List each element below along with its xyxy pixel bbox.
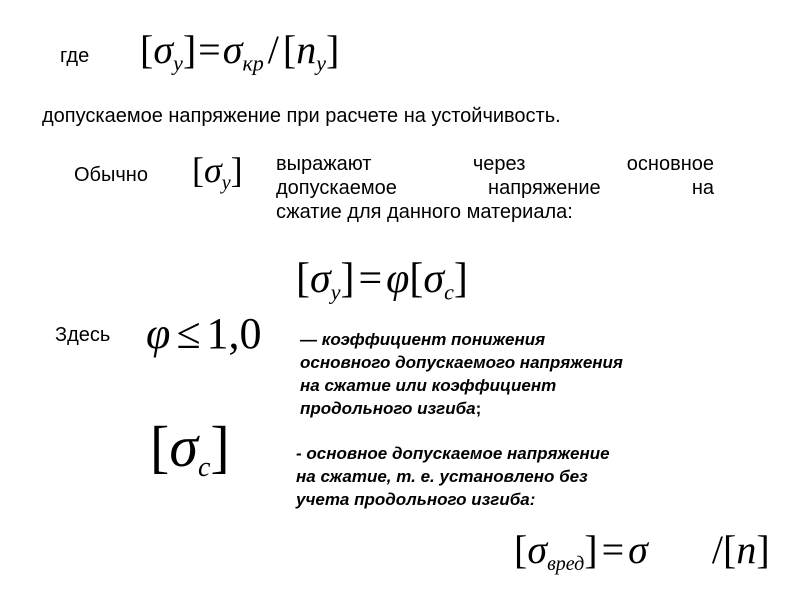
bracket-close: ] — [182, 27, 197, 72]
sigma-symbol: σ — [169, 414, 198, 479]
sigma-symbol: σ — [628, 527, 648, 572]
bracket-close: ] — [584, 527, 598, 572]
formula-allowable-stability — [140, 27, 340, 76]
where-label: где — [60, 45, 90, 67]
sigma-symbol: σ — [153, 27, 174, 72]
bracket-close: ] — [756, 527, 770, 572]
equals-sign: = — [358, 256, 383, 302]
bracket-open: [ — [514, 527, 528, 572]
formula-harmful-stress — [514, 527, 770, 575]
n-symbol: n — [296, 27, 317, 72]
bracket-open: [ — [723, 527, 737, 572]
formula-sigma-c — [150, 414, 230, 483]
bracket-open: [ — [296, 256, 310, 302]
phi-description — [300, 328, 623, 420]
description-line: - основное допускаемое напряжение — [296, 444, 610, 463]
bracket-open: [ — [150, 414, 170, 479]
sigma-c-description — [296, 442, 610, 511]
subscript-c: c — [197, 451, 211, 483]
formula-phi-bound — [146, 309, 262, 358]
less-equal-sign: ≤ — [176, 309, 201, 358]
expressed-through-paragraph — [276, 152, 714, 224]
subscript-y: y — [330, 279, 341, 305]
equals-sign: = — [198, 27, 221, 72]
semicolon: ; — [475, 399, 482, 418]
bracket-open: [ — [409, 256, 424, 302]
division-slash: / — [267, 27, 279, 72]
description-line: учета продольного изгиба: — [296, 490, 536, 509]
formula-stability-via-phi — [296, 258, 468, 304]
description-line: на сжатие или коэффициент — [300, 376, 557, 395]
value-one: 1,0 — [206, 309, 262, 358]
subscript-y: y — [173, 50, 183, 76]
bracket-close: ] — [210, 414, 230, 479]
subscript-vred: вред — [547, 553, 585, 575]
description-line: — коэффициент понижения — [300, 330, 546, 349]
sigma-symbol: σ — [423, 256, 445, 302]
equals-sign: = — [601, 527, 625, 572]
here-label: Здесь — [55, 324, 111, 346]
bracket-close: ] — [340, 256, 355, 302]
bracket-close: ] — [230, 150, 243, 190]
paragraph-line: сжатие для данного материала: — [276, 201, 573, 223]
bracket-open: [ — [140, 27, 154, 72]
bracket-close: ] — [453, 256, 468, 302]
bracket-open: [ — [282, 27, 297, 72]
sigma-symbol: σ — [527, 527, 548, 572]
phi-symbol: φ — [146, 309, 171, 358]
sigma-symbol: σ — [204, 150, 222, 190]
description-line: продольного изгиба; — [300, 399, 482, 418]
formula-sigma-y — [192, 152, 243, 193]
subscript-kr: кр — [242, 50, 264, 76]
description-line: основного допускаемого напряжения — [300, 353, 623, 372]
bracket-close: ] — [325, 27, 340, 72]
n-symbol: n — [736, 527, 757, 572]
subscript-y: y — [316, 50, 326, 76]
division-slash: / — [711, 527, 723, 572]
bracket-open: [ — [192, 150, 204, 190]
description-line: на сжатие, т. е. установлено без — [296, 467, 588, 486]
sigma-symbol: σ — [310, 256, 331, 302]
subscript-y: y — [221, 172, 231, 194]
paragraph-line: выражают через основное — [276, 153, 714, 175]
allowable-stress-definition: допускаемое напряжение при расчете на устойчивость. — [42, 105, 561, 127]
subscript-c: c — [444, 279, 454, 305]
phi-symbol: φ — [386, 256, 410, 302]
sigma-symbol: σ — [222, 27, 243, 72]
usually-label: Обычно — [74, 164, 148, 186]
paragraph-line: допускаемое напряжение на — [276, 177, 714, 199]
